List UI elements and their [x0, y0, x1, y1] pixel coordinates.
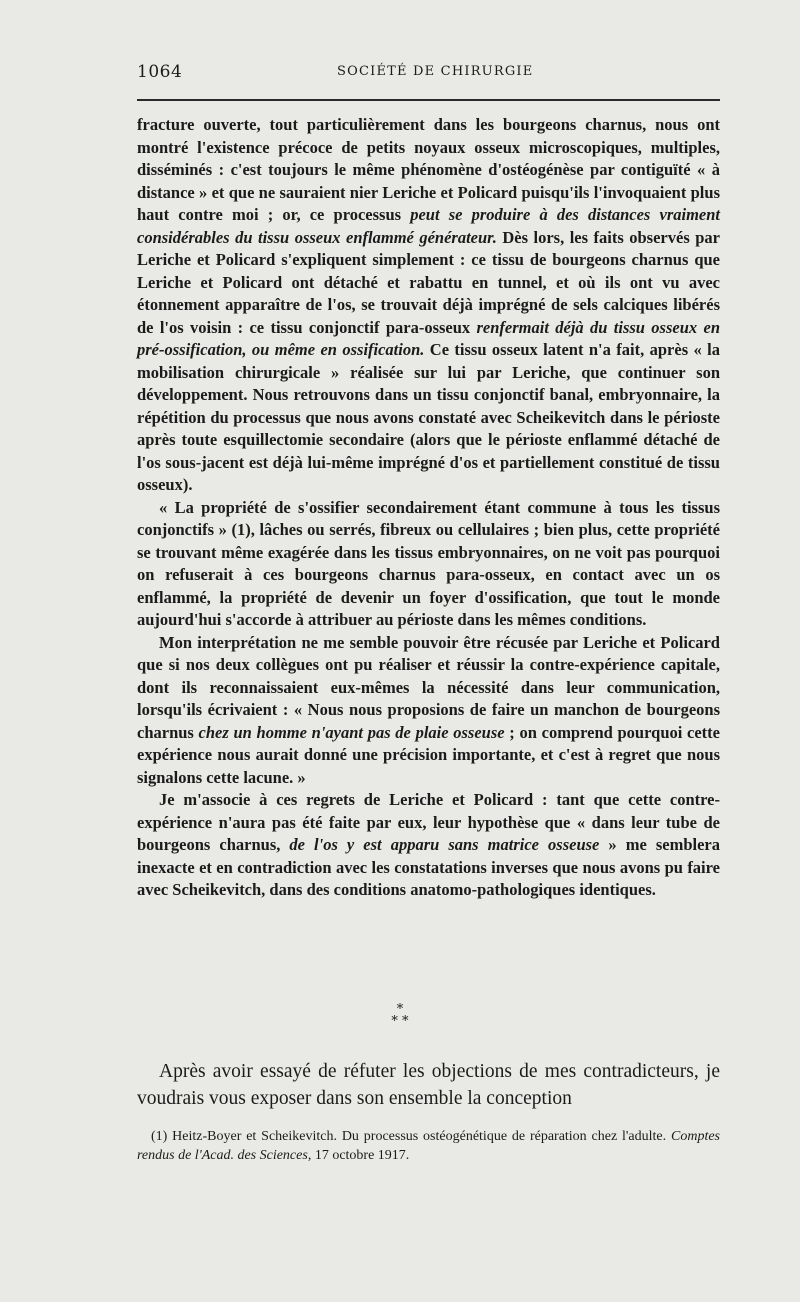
paragraph-2: « La propriété de s'ossifier secondairement étant commune à tous les tissus conjonctifs » (1), lâches ou serrés, fibreux ou cellulaires ; bien plus, cette propriété se trouvant même exagérée dans les tissus embryonnaires, on ne voit pas pourquoi on refuserait à ces bourgeons charnus para-osseux, en contact avec un os enflammé, la propriété de devenir un foyer d'ossification, que tout le monde aujourd'hui s'accorde à attribuer au périoste dans les mêmes conditions. [137, 497, 720, 629]
header-rule [137, 99, 720, 101]
footnote: (1) Heitz-Boyer et Scheikevitch. Du processus ostéogénétique de réparation chez l'adulte. Comptes rendus de l'Acad. des Sciences, 17 octobre 1917. [137, 1129, 720, 1163]
separator-stars-bottom: * * [391, 1014, 409, 1029]
running-head: SOCIÉTÉ DE CHIRURGIE [337, 64, 534, 79]
section-separator [0, 1004, 800, 1044]
paragraph-3: Mon interprétation ne me semble pouvoir être récusée par Leriche et Policard que si nos deux collègues ont pu réaliser et réussir la contre-expérience capitale, dont ils reconnaissaient eux-mêmes la nécessité dans leur communication, lorsqu'ils écrivaient : « Nous nous proposions de faire un manchon de bourgeons charnus chez un homme n'ayant pas de plaie osseuse ; on comprend pourquoi cette expérience nous aurait donné une précision importante, et c'est à regret que nous signalons cette lacune. » [137, 632, 720, 787]
paragraph-4: Je m'associe à ces regrets de Leriche et Policard : tant que cette contre-expérience n'aura pas été faite par eux, leur hypothèse que « dans leur tube de bourgeons charnus, de l'os y est apparu sans matrice osseuse » me semblera inexacte et en contradiction avec les constatations inverses que nous avons pu faire avec Scheikevitch, dans des conditions anatomo-pathologiques identiques. [137, 790, 720, 899]
footnote-marker: (1) [151, 1129, 168, 1144]
page-number: 1064 [137, 62, 183, 82]
body-text [137, 114, 720, 902]
lead-paragraph: Après avoir essayé de réfuter les objections de mes contradicteurs, je voudrais vous exposer dans son ensemble la conception [137, 1061, 720, 1109]
separator-star-top: * [396, 1002, 404, 1017]
footnote-journal: Comptes rendus de l'Acad. des Sciences [137, 1129, 720, 1163]
paragraph-1: fracture ouverte, tout particulièrement dans les bourgeons charnus, nous ont montré l'existence précoce de petits noyaux osseux microscopiques, multiples, disséminés : c'est toujours le même phénomène d'ostéogénèse par contiguïté « à distance » et que ne sauraient nier Leriche et Policard puisqu'ils l'invoquaient plus haut contre moi ; or, ce processus peut se produire à des distances vraiment considérables du tissu osseux enflammé générateur. Dès lors, les faits observés par Leriche et Policard s'expliquent simplement : ce tissu de bourgeons charnus que Leriche et Policard ont détaché et rabattu en tunnel, et où ils ont vu avec étonnement apparaître de l'os, se trouvait déjà imprégné de sels calciques libérés de l'os voisin : ce tissu conjonctif para-osseux renfermait déjà du tissu osseux en pré-ossification, ou même en ossification. Ce tissu osseux latent n'a fait, après « la mobilisation chirurgicale » réalisée sur lui par Leriche, que continuer son développement. Nous retrouvons dans un tissu conjonctif banal, embryonnaire, la répétition du processus que nous avons constaté avec Scheikevitch dans le périoste après toute esquillectomie secondaire (alors que le périoste enflammé détaché de l'os sous-jacent est déjà lui-même imprégné d'os et partiellement constitué de tissu osseux). [137, 115, 720, 494]
page-header [137, 58, 720, 88]
